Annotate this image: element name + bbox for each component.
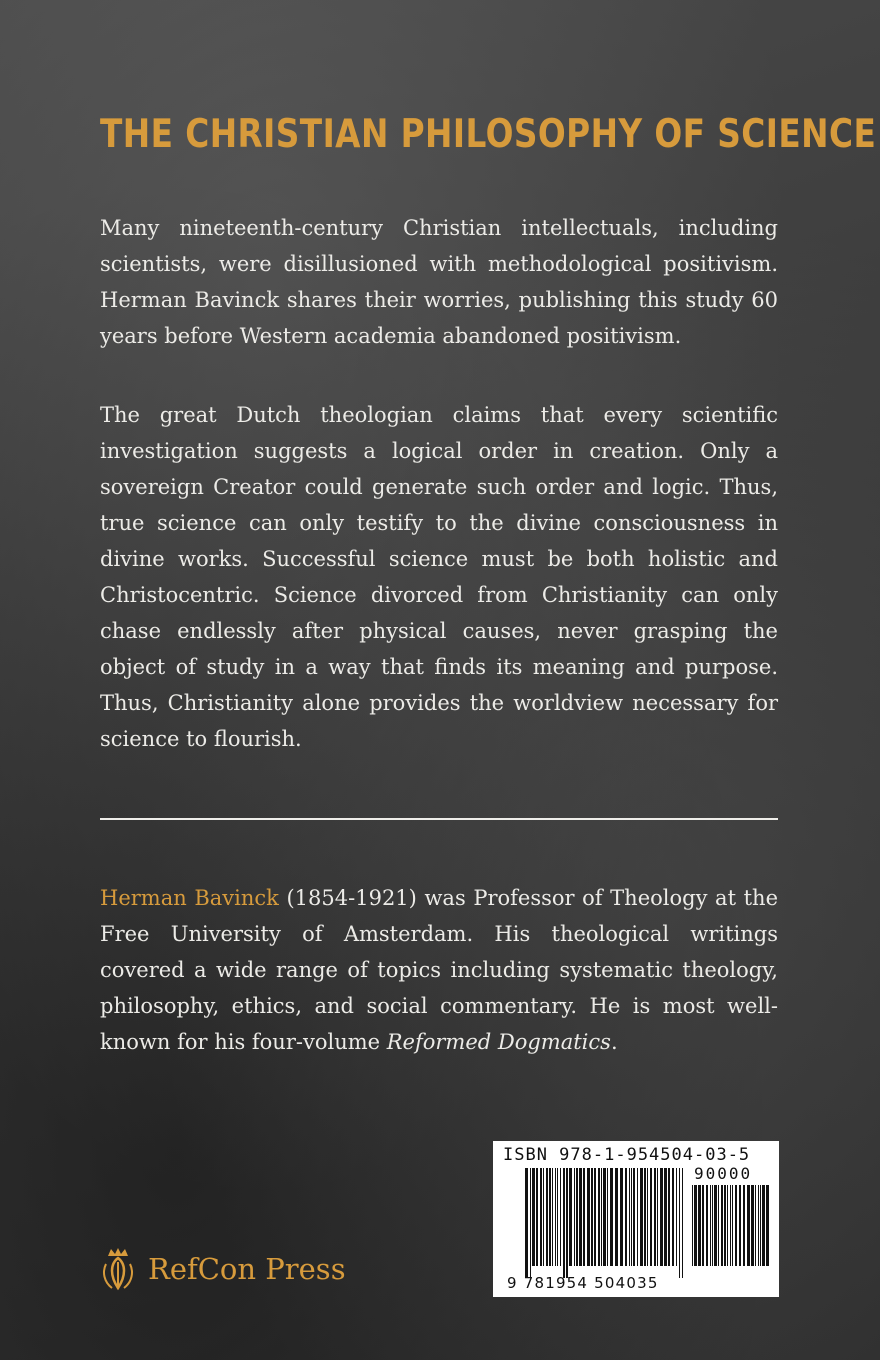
author-name: Herman Bavinck (100, 886, 279, 910)
barcode-bar (760, 1185, 761, 1266)
barcode-bar (525, 1168, 528, 1278)
barcode-bar (579, 1168, 582, 1266)
barcode-bar (712, 1185, 713, 1266)
barcode-bar (762, 1185, 765, 1266)
crown-quill-logo-icon (100, 1246, 136, 1292)
barcode-bar (747, 1185, 750, 1266)
barcode-bar (560, 1168, 561, 1266)
barcode-bar (727, 1185, 728, 1266)
barcode-bar (557, 1168, 558, 1266)
barcode-bar (650, 1168, 652, 1266)
barcode-bar (625, 1168, 627, 1266)
publisher-mark (100, 1246, 346, 1292)
barcode-bar (552, 1168, 553, 1266)
barcode-bar (603, 1168, 606, 1266)
barcode-bar (583, 1168, 585, 1266)
barcode-bar (732, 1185, 733, 1266)
publisher-name: RefCon Press (148, 1252, 346, 1286)
bio-text: (1854-1921) was Professor of Theology at the Free University of Amsterdam. His theological writings covered a wide range of topics including systematic theology, philosophy, ethics, and social commentary. He is most well-known for his four-volume (100, 886, 778, 1054)
barcode-bar (714, 1185, 717, 1266)
barcode-bar (566, 1168, 568, 1278)
barcode-bar (530, 1168, 531, 1278)
isbn-barcode (493, 1141, 779, 1297)
author-bio (100, 880, 778, 1060)
barcode-bar (758, 1185, 759, 1266)
ean-barcode-bars (525, 1168, 685, 1278)
barcode-bar (755, 1185, 756, 1266)
barcode-bar (587, 1168, 590, 1266)
barcode-bar (640, 1168, 643, 1266)
barcode-bar (682, 1168, 683, 1278)
barcode-bar (598, 1168, 600, 1266)
barcode-bar (721, 1185, 723, 1266)
barcode-bar (540, 1168, 542, 1266)
barcode-bar (668, 1168, 670, 1266)
barcode-bar (694, 1185, 697, 1266)
barcode-bar (591, 1168, 593, 1266)
barcode-bar (594, 1168, 596, 1266)
barcode-bar (549, 1168, 551, 1266)
barcode-bar (724, 1185, 726, 1266)
barcode-bar (631, 1168, 632, 1266)
barcode-bar (743, 1185, 745, 1266)
barcode-bar (672, 1168, 674, 1266)
barcode-bar (555, 1168, 556, 1266)
divider (100, 818, 778, 820)
barcode-bar (730, 1185, 731, 1266)
bio-text-end: . (610, 1030, 618, 1054)
barcode-bar (660, 1168, 663, 1266)
ean-number: 9 781954 504035 (507, 1274, 659, 1292)
barcode-bar (692, 1185, 693, 1266)
barcode-bar (637, 1168, 638, 1266)
barcode-bar (601, 1168, 602, 1266)
barcode-bar (698, 1185, 701, 1266)
barcode-bar (620, 1168, 623, 1266)
barcode-bar (633, 1168, 635, 1266)
barcode-bar (574, 1168, 575, 1266)
barcode-addon-number: 90000 (694, 1164, 753, 1183)
barcode-bar (543, 1168, 544, 1266)
barcode-bar (536, 1168, 538, 1266)
barcode-bar (739, 1185, 741, 1266)
barcode-bar (657, 1168, 658, 1266)
barcode-bar (735, 1185, 737, 1266)
barcode-bar (644, 1168, 646, 1266)
barcode-bar (629, 1168, 630, 1266)
isbn-label: ISBN 978-1-954504-03-5 (503, 1145, 751, 1165)
barcode-bar (647, 1168, 648, 1266)
barcode-bar (664, 1168, 667, 1266)
barcode-bar (766, 1185, 769, 1266)
barcode-bar (751, 1185, 754, 1266)
barcode-bar (576, 1168, 578, 1266)
blurb-paragraph-1: Many nineteenth-century Christian intellectuals, including scientists, were disillusioned with methodological positivism. Herman Bavinck shares their worries, publishing this study 60 years before Western academia abandoned positivism. (100, 216, 778, 348)
barcode-bar (532, 1168, 535, 1266)
barcode-bar (710, 1185, 711, 1266)
barcode-bar (702, 1185, 704, 1266)
blurb-paragraph-2: The great Dutch theologian claims that every scientific investigation suggests a logical order in creation. Only a sovereign Creator could generate such order and logic. Thus, true science can only testify to the divine consciousness in divine works. Successful science must be both holistic and Christocentric. Science divorced from Christianity can only chase endlessly after physical causes, never grasping the object of study in a way that finds its meaning and purpose. Thus, Christianity alone provides the worldview necessary for science to flourish. (100, 403, 778, 751)
barcode-bar (718, 1185, 719, 1266)
barcode-bar (610, 1168, 613, 1266)
barcode-bar (563, 1168, 565, 1278)
book-title: THE CHRISTIAN PHILOSOPHY OF SCIENCE (100, 112, 877, 157)
barcode-bar (679, 1168, 680, 1278)
barcode-bar (615, 1168, 618, 1266)
addon-barcode-bars (692, 1185, 770, 1278)
barcode-bar (706, 1185, 708, 1266)
barcode-bar (654, 1168, 656, 1266)
bio-work-title: Reformed Dogmatics (386, 1030, 611, 1054)
barcode-bar (569, 1168, 572, 1266)
barcode-bar (546, 1168, 548, 1266)
barcode-bar (607, 1168, 608, 1266)
barcode-bar (676, 1168, 677, 1266)
